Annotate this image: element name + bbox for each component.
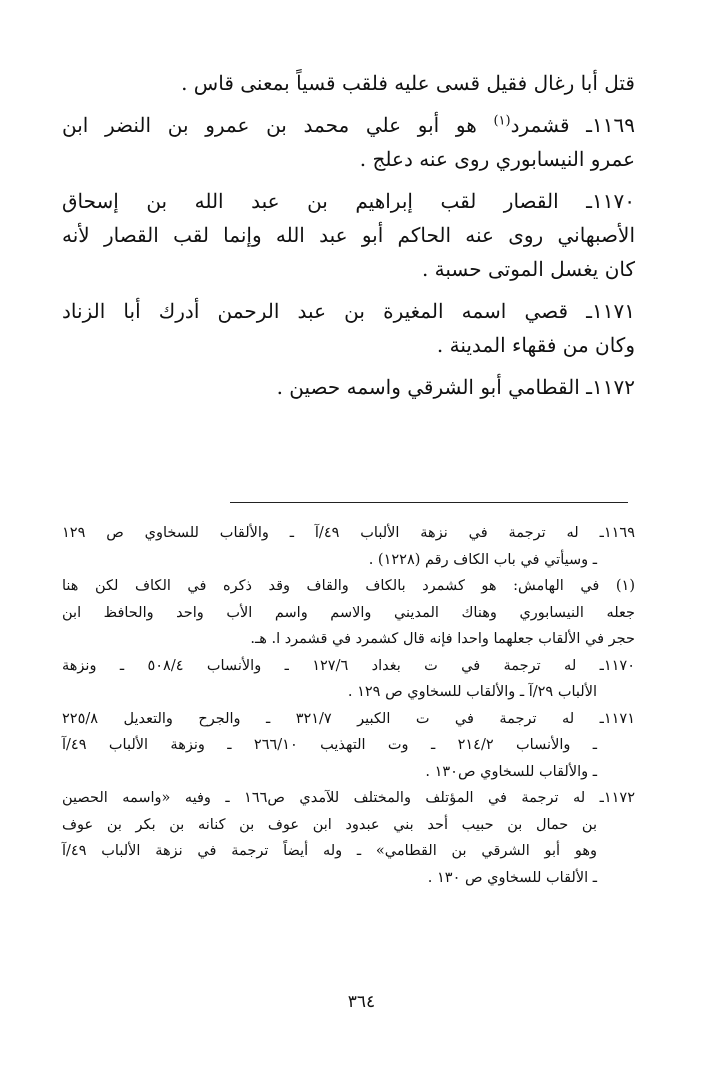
main-text	[62, 66, 635, 412]
text-line: كان يغسل الموتى حسبة .	[421, 257, 635, 281]
note-line: ـ الألقاب للسخاوي ص ١٣٠ .	[427, 869, 597, 886]
text-line: وكان من فقهاء المدينة .	[436, 333, 635, 357]
footnote-separator	[230, 502, 628, 503]
entry-1170	[62, 184, 635, 286]
note-line: ـ والألقاب للسخاوي ص١٣٠ .	[425, 763, 597, 780]
text-line: ١١٧٢ـ القطامي أبو الشرقي واسمه حصين .	[276, 375, 635, 399]
entry-1172	[62, 370, 635, 404]
note-1170	[62, 653, 635, 706]
page-number: ٣٦٤	[347, 992, 376, 1012]
note-line: ـ والأنساب ٢١٤/٢ ـ وت التهذيب ٢٦٦/١٠ ـ ونزهة الألباب ٤٩/آ	[62, 737, 597, 753]
note-line: حجر في الألقاب جعلهما واحدا فإنه قال كشمرد في قشمرد ا. هـ.	[250, 631, 635, 647]
footnote-marker: (١)	[493, 113, 511, 129]
entry-heading: ١١٦٩ـ قشمرد	[510, 113, 635, 137]
note-line: الألباب ٢٩/آ ـ والألقاب للسخاوي ص ١٢٩ .	[347, 684, 597, 700]
note-1169	[62, 520, 635, 573]
entry-text: هو أبو علي محمد بن عمرو بن النضر ابن	[62, 113, 494, 137]
note-line: ١١٧١ـ له ترجمة في ت الكبير ٣٢١/٧ ـ والجرح والتعديل ٢٢٥/٨	[62, 710, 636, 727]
note-line: ١١٦٩ـ له ترجمة في نزهة الألباب ٤٩/آ ـ والألقاب للسخاوي ص ١٢٩	[62, 525, 635, 541]
text-line: قتل أبا رغال فقيل قسى عليه فلقب قسياً بمعنى قاس .	[181, 71, 635, 95]
text-line: عمرو النيسابوري روى عنه دعلج .	[359, 147, 635, 171]
entry-1169	[62, 108, 635, 176]
note-1171	[62, 706, 635, 786]
entry-1171	[62, 294, 635, 362]
note-line: (١) في الهامش: هو كشمرد بالكاف والقاف وقد ذكره في الكاف لكن هنا	[62, 578, 635, 594]
footnote-1	[62, 573, 635, 653]
note-1172	[62, 785, 635, 891]
text-line: الأصبهاني روى عنه الحاكم أبو عبد الله وإنما لقب القصار لأنه	[62, 223, 635, 247]
note-line: وهو أبو الشرقي بن القطامي» ـ وله أيضاً ترجمة في نزهة الألباب ٤٩/آ	[62, 843, 597, 859]
note-line: ١١٧٢ـ له ترجمة في المؤتلف والمختلف للآمدي ص١٦٦ ـ وفيه «واسمه الحصين	[62, 790, 635, 806]
footnotes	[62, 520, 635, 891]
text-line: ١١٧٠ـ القصار لقب إبراهيم بن عبد الله بن إسحاق	[62, 189, 635, 213]
note-line: بن حمال بن حبيب أحد بني عبدود ابن عوف بن كنانه بن بكر بن عوف	[62, 816, 597, 833]
text-line	[62, 108, 635, 142]
paragraph-continuation	[62, 66, 635, 100]
note-line: جعله النيسابوري وهناك المديني والاسم واسم الأب واحد والحافظ ابن	[62, 604, 635, 621]
note-line: ١١٧٠ـ له ترجمة في ت بغداد ١٢٧/٦ ـ والأنساب ٥٠٨/٤ ـ ونزهة	[62, 657, 636, 674]
text-line: ١١٧١ـ قصي اسمه المغيرة بن عبد الرحمن أدرك أبا الزناد	[62, 299, 636, 323]
note-line: ـ وسيأتي في باب الكاف رقم (١٢٢٨) .	[368, 551, 597, 568]
